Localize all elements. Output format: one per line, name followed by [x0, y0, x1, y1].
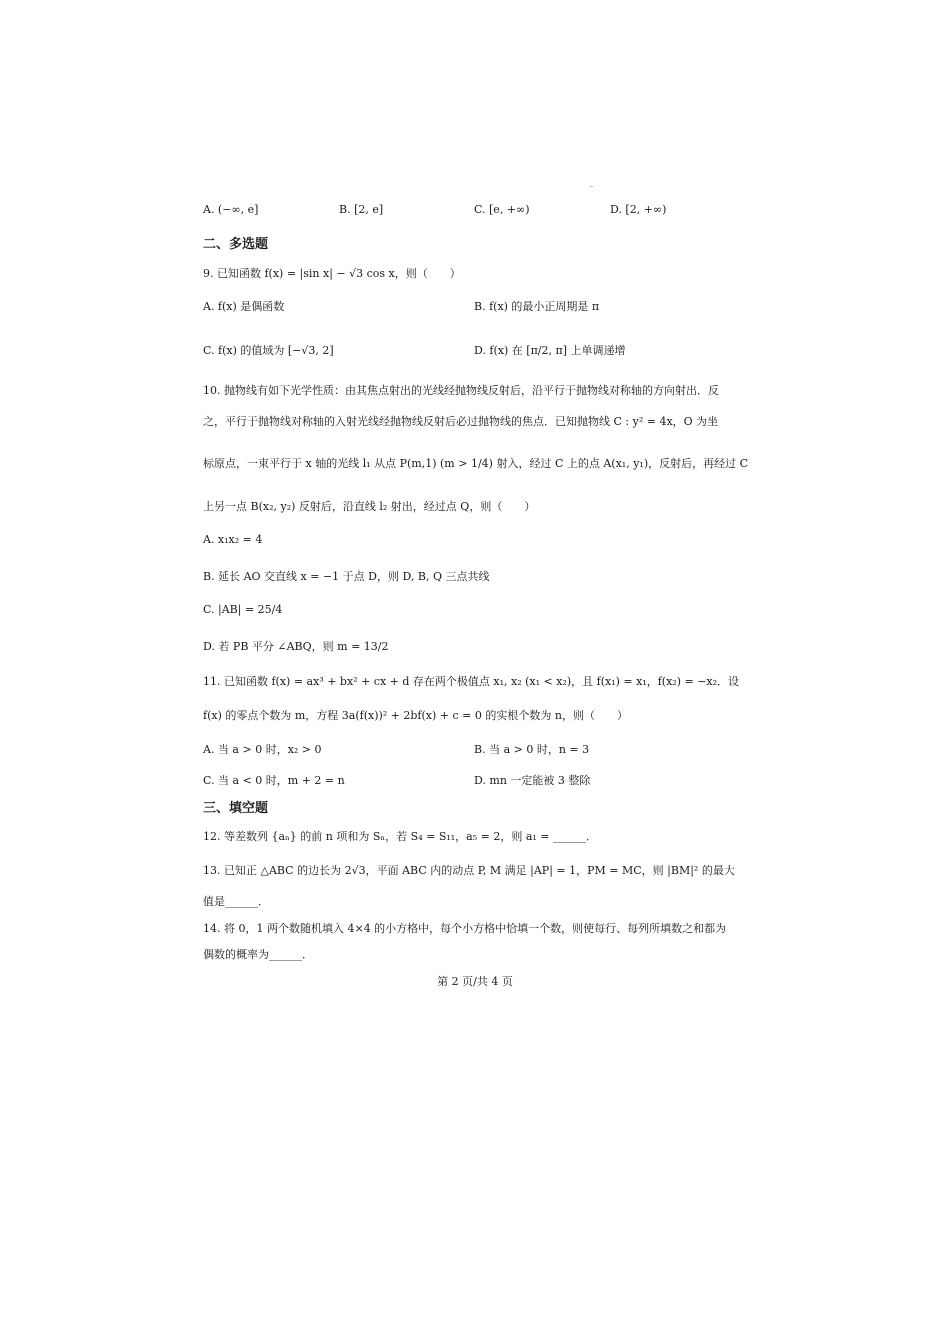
q10-line-2: 之，平行于抛物线对称轴的入射光线经抛物线反射后必过抛物线的焦点．已知抛物线 C : y² = 4x，O 为坐 [203, 415, 719, 428]
q10-line-4: 上另一点 B(x₂, y₂) 反射后，沿直线 l₂ 射出，经过点 Q，则（ ） [203, 500, 536, 513]
q12-line: 12. 等差数列 {aₙ} 的前 n 项和为 Sₙ，若 S₄ = S₁₁，a₅ = 2，则 a₁ = ______． [203, 830, 598, 843]
q11-option-b: B. 当 a > 0 时，n = 3 [474, 743, 590, 756]
q9-option-a: A. f(x) 是偶函数 [203, 300, 285, 313]
q8-option-b: B. [2, e] [339, 203, 384, 216]
q11-line-1: 11. 已知函数 f(x) = ax³ + bx² + cx + d 存在两个极值点 x₁, x₂ (x₁ < x₂)，且 f(x₁) = x₁，f(x₂) = −x₂．设 [203, 675, 740, 688]
scan-speck [590, 186, 593, 187]
section-title-multiple-choice: 二、多选题 [203, 237, 269, 252]
section-title-fill-in: 三、填空题 [203, 801, 269, 816]
q8-option-c: C. [e, +∞) [474, 203, 530, 216]
q11-option-c: C. 当 a < 0 时，m + 2 = n [203, 774, 345, 787]
q13-line-2: 值是______． [203, 895, 269, 908]
q10-line-1: 10. 抛物线有如下光学性质：由其焦点射出的光线经抛物线反射后，沿平行于抛物线对称轴的方向射出．反 [203, 384, 719, 397]
q10-option-a: A. x₁x₂ = 4 [203, 533, 263, 546]
q9-option-c: C. f(x) 的值域为 [−√3, 2] [203, 344, 334, 357]
q10-option-d: D. 若 PB 平分 ∠ABQ，则 m = 13/2 [203, 640, 389, 653]
q11-line-2: f(x) 的零点个数为 m，方程 3a(f(x))² + 2bf(x) + c = 0 的实根个数为 n，则（ ） [203, 709, 628, 722]
q9-stem: 9. 已知函数 f(x) = |sin x| − √3 cos x，则（ ） [203, 267, 461, 280]
q9-option-b: B. f(x) 的最小正周期是 π [474, 300, 600, 313]
q10-option-c: C. |AB| = 25/4 [203, 603, 283, 616]
q11-option-a: A. 当 a > 0 时，x₂ > 0 [203, 743, 322, 756]
q11-option-d: D. mn 一定能被 3 整除 [474, 774, 591, 787]
q13-line-1: 13. 已知正 △ABC 的边长为 2√3，平面 ABC 内的动点 P, M 满足 |AP| = 1，PM = MC，则 |BM|² 的最大 [203, 864, 735, 877]
q14-line-1: 14. 将 0，1 两个数随机填入 4×4 的小方格中，每个小方格中恰填一个数，则使每行、每列所填数之和都为 [203, 922, 727, 935]
q8-option-a: A. (−∞, e] [203, 203, 259, 216]
q9-option-d: D. f(x) 在 [π/2, π] 上单调递增 [474, 344, 626, 357]
page-footer: 第 2 页/共 4 页 [437, 975, 513, 988]
q14-line-2: 偶数的概率为______． [203, 948, 313, 961]
q10-line-3: 标原点，一束平行于 x 轴的光线 l₁ 从点 P(m,1) (m > 1/4) 射入，经过 C 上的点 A(x₁, y₁)，反射后，再经过 C [203, 457, 749, 470]
q10-option-b: B. 延长 AO 交直线 x = −1 于点 D，则 D, B, Q 三点共线 [203, 570, 490, 583]
q8-option-d: D. [2, +∞) [610, 203, 667, 216]
